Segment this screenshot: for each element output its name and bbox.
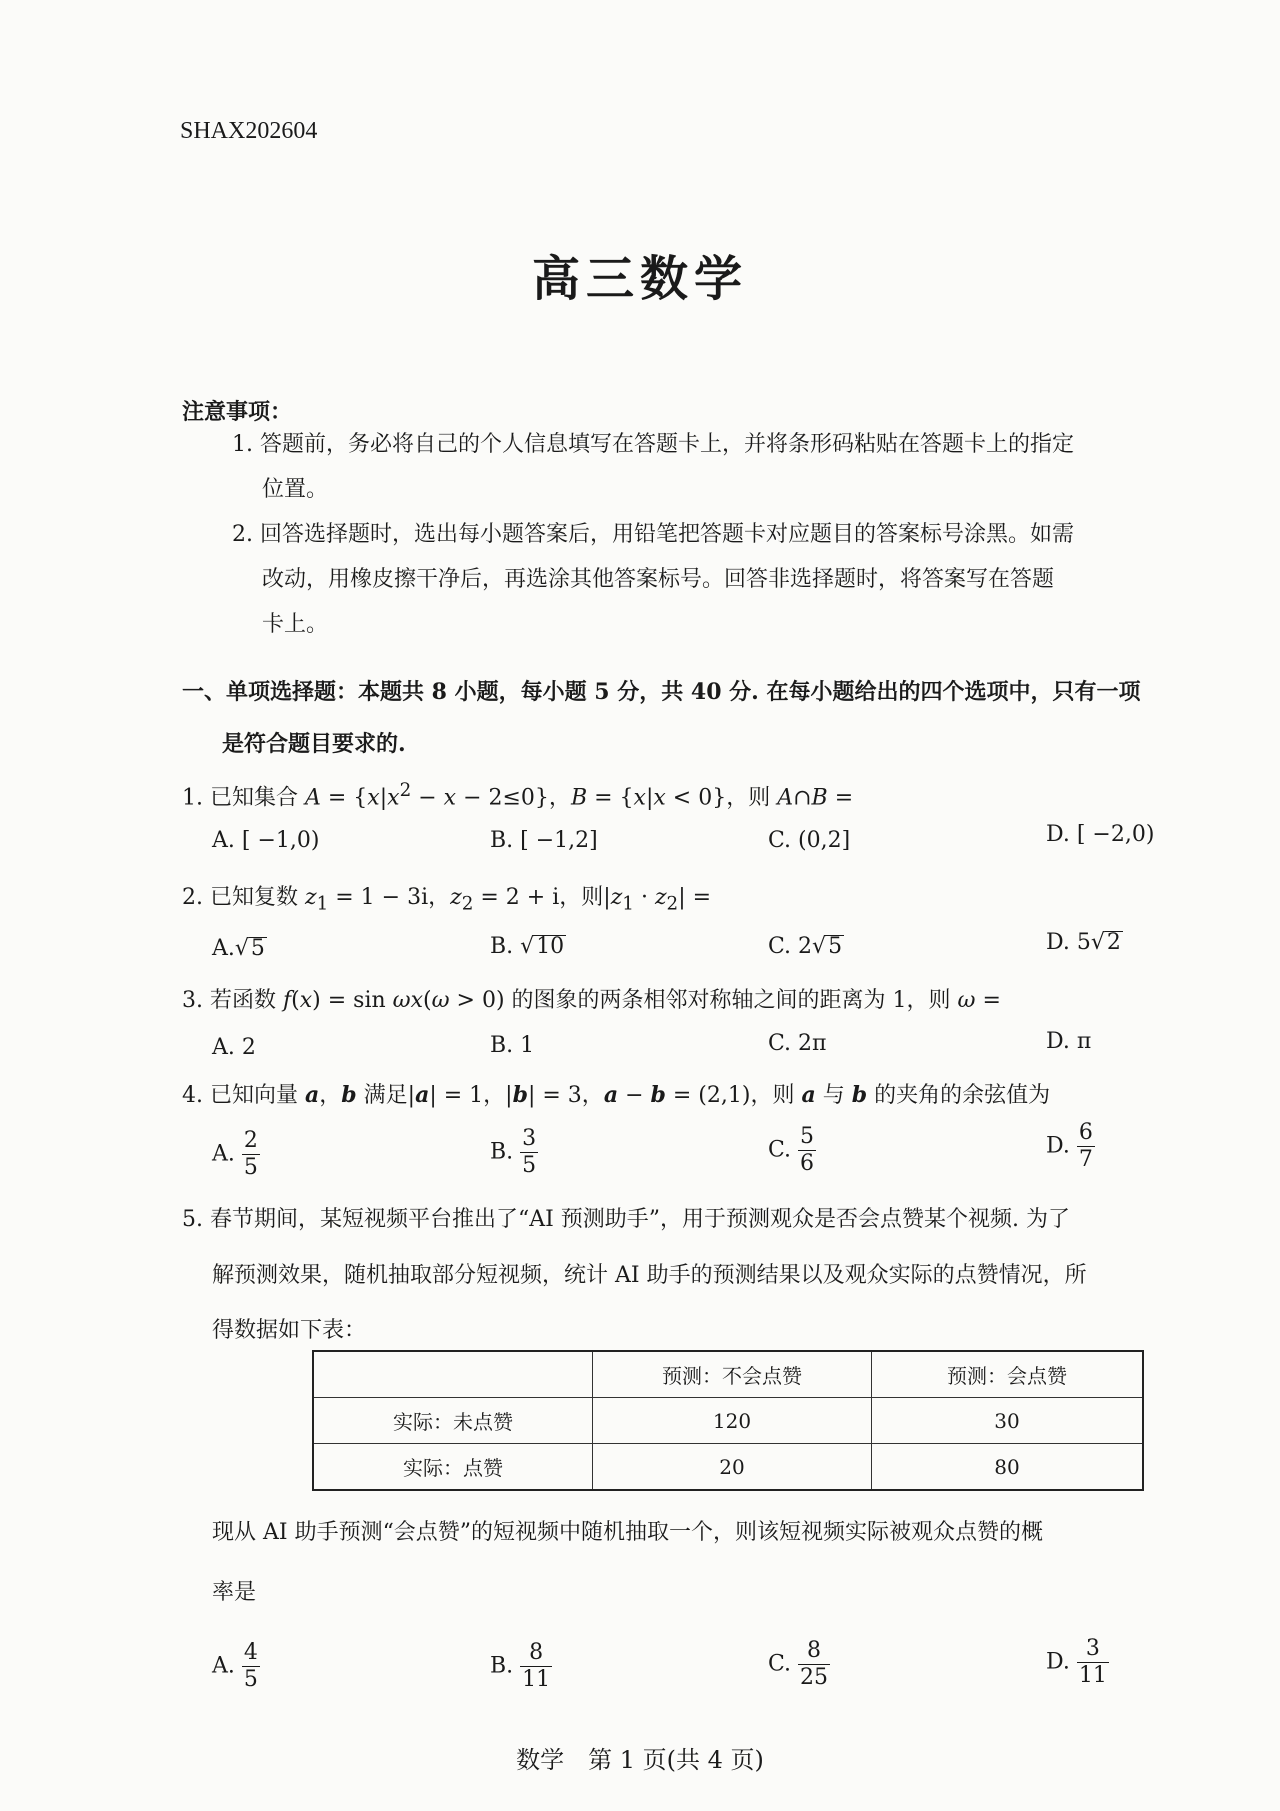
- question-1-option-a: A. [ −1,0): [212, 828, 320, 853]
- notice-item-2-line-1: 2. 回答选择题时，选出每小题答案后，用铅笔把答题卡对应题目的答案标号涂黑。如需: [232, 522, 1074, 547]
- table-header-row: [313, 1351, 1143, 1398]
- question-2-option-a: A.√5: [212, 936, 265, 961]
- question-5-line-2: 解预测效果，随机抽取部分短视频，统计 AI 助手的预测结果以及观众实际的点赞情况，所: [212, 1263, 1087, 1288]
- question-5-option-a: A. $\frac{4}{5}$: [212, 1640, 258, 1692]
- table-header-cell: [313, 1351, 593, 1398]
- question-1-option-b: B. [ −1,2]: [490, 828, 598, 853]
- notice-item-2-line-3: 卡上。: [262, 612, 329, 637]
- prediction-table: [312, 1350, 1144, 1491]
- question-4-option-c: C. $\frac{5}{6}$: [768, 1124, 815, 1176]
- table-cell: 实际：未点赞: [313, 1398, 593, 1444]
- question-5-option-b: B. $\frac{8}{11}$: [490, 1640, 551, 1692]
- table-cell: 80: [872, 1444, 1144, 1491]
- question-5-option-d: D. $\frac{3}{11}$: [1046, 1636, 1107, 1688]
- table-header-cell: 预测：会点赞: [872, 1351, 1144, 1398]
- notice-item-1-line-1: 1. 答题前，务必将自己的个人信息填写在答题卡上，并将条形码粘贴在答题卡上的指定: [232, 432, 1074, 457]
- question-1-option-d: D. [ −2,0): [1046, 822, 1155, 847]
- question-3-option-a: A. 2: [212, 1035, 256, 1060]
- table-row: [313, 1398, 1143, 1444]
- exam-code: SHAX202604: [180, 118, 318, 144]
- question-4-stem: 4. 已知向量 a，b 满足|a| = 1，|b| = 3，a − b = (2,1)，则 a 与 b 的夹角的余弦值为: [182, 1082, 1051, 1108]
- table-cell: 30: [872, 1398, 1144, 1444]
- question-5-line-1: 5. 春节期间，某短视频平台推出了“AI 预测助手”，用于预测观众是否会点赞某个视频. 为了: [182, 1207, 1071, 1232]
- question-2-option-b: B. √10: [490, 934, 565, 959]
- table-header-cell: 预测：不会点赞: [593, 1351, 872, 1398]
- question-4-option-a: A. $\frac{2}{5}$: [212, 1128, 258, 1180]
- question-4-option-d: D. $\frac{6}{7}$: [1046, 1120, 1093, 1172]
- page-title: 高三数学: [531, 251, 748, 307]
- table-cell: 实际：点赞: [313, 1444, 593, 1491]
- question-5-line-3: 得数据如下表：: [212, 1318, 367, 1343]
- question-1-option-c: C. (0,2]: [768, 828, 851, 853]
- question-2-option-d: D. 5√2: [1046, 930, 1121, 955]
- question-4-option-b: B. $\frac{3}{5}$: [490, 1126, 537, 1178]
- question-2-stem: 2. 已知复数 $z_1 = 1 - 3i$，$z_2 = 2 + i$，则$|z_1 \cdot z_2|$ =: [182, 885, 712, 915]
- question-3-option-b: B. 1: [490, 1033, 535, 1058]
- notice-item-1-line-2: 位置。: [262, 477, 329, 502]
- section-heading-line-2: 是符合题目要求的.: [222, 731, 406, 757]
- notice-item-2-line-2: 改动，用橡皮擦干净后，再选涂其他答案标号。回答非选择题时，将答案写在答题: [262, 567, 1055, 592]
- question-1-stem: 1. 已知集合 $A = \{x|x^2 - x - 2\le 0\}$，B = {x|x < 0}，则 A∩B =: [182, 780, 854, 811]
- question-5-prompt-line-2: 率是: [212, 1580, 257, 1605]
- notice-heading: 注意事项：: [182, 399, 293, 425]
- section-heading-line-1: 一、单项选择题：本题共 8 小题，每小题 5 分，共 40 分. 在每小题给出的四个选项中，只有一项: [182, 679, 1141, 705]
- table-cell: 20: [593, 1444, 872, 1491]
- question-5-prompt-line-1: 现从 AI 助手预测“会点赞”的短视频中随机抽取一个，则该短视频实际被观众点赞的概: [212, 1520, 1044, 1545]
- page-footer: 数学 第 1 页(共 4 页): [516, 1746, 764, 1774]
- question-3-stem: 3. 若函数 f(x) = sin ωx(ω > 0) 的图象的两条相邻对称轴之间的距离为 1，则 ω =: [182, 988, 1001, 1013]
- question-3-option-c: C. 2π: [768, 1031, 827, 1056]
- question-5-option-c: C. $\frac{8}{25}$: [768, 1638, 829, 1690]
- table-row: [313, 1444, 1143, 1491]
- question-3-option-d: D. π: [1046, 1029, 1092, 1054]
- question-2-option-c: C. 2√5: [768, 934, 843, 959]
- table-cell: 120: [593, 1398, 872, 1444]
